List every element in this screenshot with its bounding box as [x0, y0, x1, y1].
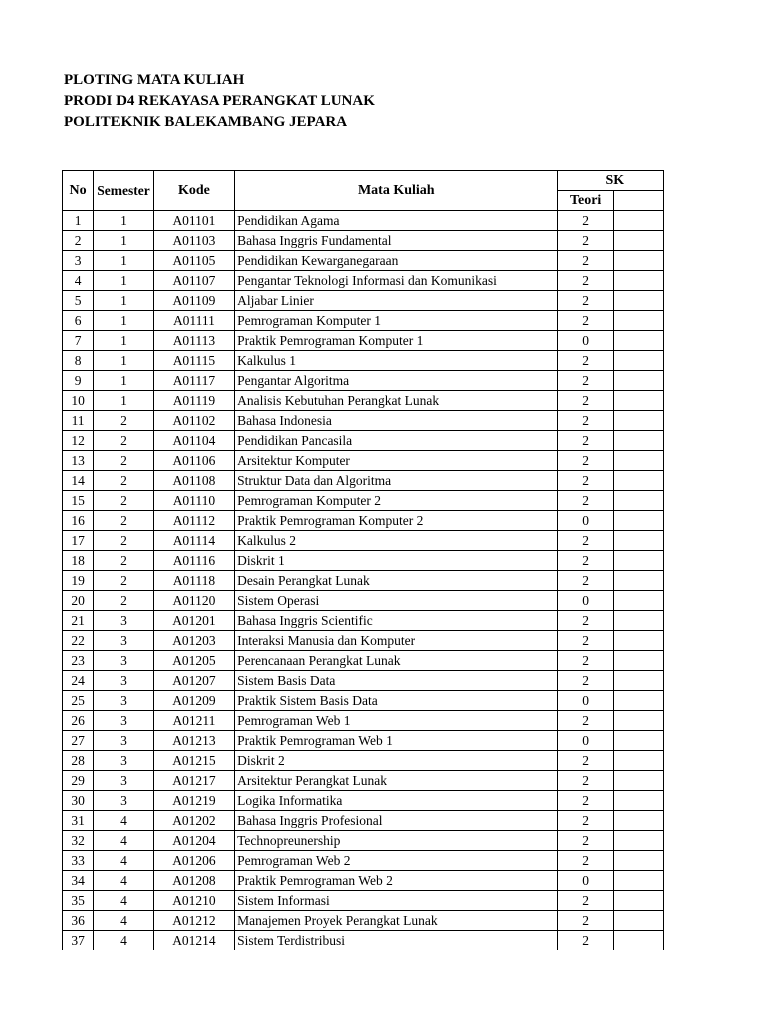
table-row — [63, 731, 664, 751]
cell-no: 8 — [63, 351, 94, 371]
table-row — [63, 471, 664, 491]
cell-teori: 2 — [558, 391, 613, 411]
cell-teori: 2 — [558, 711, 613, 731]
cell-teori: 2 — [558, 671, 613, 691]
cell-mata-kuliah: Diskrit 1 — [235, 551, 558, 571]
cell-semester: 2 — [94, 591, 154, 611]
cell-teori: 2 — [558, 531, 613, 551]
cell-praktik — [613, 871, 663, 891]
cell-semester: 2 — [94, 511, 154, 531]
cell-praktik — [613, 891, 663, 911]
cell-semester: 1 — [94, 311, 154, 331]
table-row — [63, 491, 664, 511]
cell-mata-kuliah: Sistem Basis Data — [235, 671, 558, 691]
cell-praktik — [613, 431, 663, 451]
title-line-2: PRODI D4 REKAYASA PERANGKAT LUNAK — [64, 93, 375, 109]
cell-semester: 4 — [94, 871, 154, 891]
cell-no: 10 — [63, 391, 94, 411]
cell-teori: 2 — [558, 371, 613, 391]
table-row — [63, 511, 664, 531]
cell-teori: 2 — [558, 751, 613, 771]
cell-semester: 4 — [94, 911, 154, 931]
cell-teori: 2 — [558, 211, 613, 231]
cell-semester: 4 — [94, 851, 154, 871]
cell-no: 6 — [63, 311, 94, 331]
cell-teori: 0 — [558, 331, 613, 351]
cell-kode: A01107 — [153, 271, 234, 291]
cell-no: 2 — [63, 231, 94, 251]
table-row — [63, 831, 664, 851]
cell-kode: A01113 — [153, 331, 234, 351]
cell-praktik — [613, 471, 663, 491]
cell-mata-kuliah: Technopreunership — [235, 831, 558, 851]
cell-kode: A01106 — [153, 451, 234, 471]
cell-kode: A01206 — [153, 851, 234, 871]
cell-mata-kuliah: Kalkulus 1 — [235, 351, 558, 371]
table-row — [63, 611, 664, 631]
cell-semester: 4 — [94, 831, 154, 851]
cell-semester: 2 — [94, 571, 154, 591]
cell-kode: A01110 — [153, 491, 234, 511]
cell-praktik — [613, 491, 663, 511]
table-row — [63, 571, 664, 591]
cell-teori: 2 — [558, 931, 613, 951]
table-row — [63, 451, 664, 471]
cell-mata-kuliah: Pemrograman Komputer 1 — [235, 311, 558, 331]
cell-semester: 3 — [94, 671, 154, 691]
cell-mata-kuliah: Struktur Data dan Algoritma — [235, 471, 558, 491]
cell-mata-kuliah: Praktik Sistem Basis Data — [235, 691, 558, 711]
cell-teori: 2 — [558, 471, 613, 491]
table-row — [63, 811, 664, 831]
cell-no: 15 — [63, 491, 94, 511]
cell-praktik — [613, 231, 663, 251]
table-row — [63, 251, 664, 271]
header-semester: Semester — [94, 171, 154, 211]
cell-mata-kuliah: Pemrograman Komputer 2 — [235, 491, 558, 511]
cell-kode: A01112 — [153, 511, 234, 531]
table-row — [63, 871, 664, 891]
cell-no: 36 — [63, 911, 94, 931]
title-line-3: POLITEKNIK BALEKAMBANG JEPARA — [64, 114, 348, 130]
cell-praktik — [613, 591, 663, 611]
cell-teori: 2 — [558, 491, 613, 511]
cell-teori: 2 — [558, 271, 613, 291]
cell-teori: 2 — [558, 571, 613, 591]
cell-semester: 1 — [94, 211, 154, 231]
cell-kode: A01103 — [153, 231, 234, 251]
cell-teori: 2 — [558, 651, 613, 671]
cell-mata-kuliah: Analisis Kebutuhan Perangkat Lunak — [235, 391, 558, 411]
cell-praktik — [613, 291, 663, 311]
cell-teori: 2 — [558, 911, 613, 931]
table-row — [63, 311, 664, 331]
course-table — [62, 170, 664, 950]
cell-teori: 2 — [558, 411, 613, 431]
cell-teori: 2 — [558, 291, 613, 311]
cell-kode: A01208 — [153, 871, 234, 891]
cell-kode: A01111 — [153, 311, 234, 331]
cell-semester: 3 — [94, 631, 154, 651]
cell-praktik — [613, 651, 663, 671]
cell-mata-kuliah: Arsitektur Perangkat Lunak — [235, 771, 558, 791]
table-row — [63, 711, 664, 731]
table-row — [63, 591, 664, 611]
cell-kode: A01115 — [153, 351, 234, 371]
cell-praktik — [613, 451, 663, 471]
cell-no: 20 — [63, 591, 94, 611]
cell-kode: A01108 — [153, 471, 234, 491]
cell-praktik — [613, 251, 663, 271]
cell-praktik — [613, 611, 663, 631]
cell-praktik — [613, 271, 663, 291]
cell-no: 28 — [63, 751, 94, 771]
cell-no: 24 — [63, 671, 94, 691]
cell-no: 23 — [63, 651, 94, 671]
cell-no: 30 — [63, 791, 94, 811]
table-row — [63, 211, 664, 231]
cell-kode: A01215 — [153, 751, 234, 771]
cell-kode: A01120 — [153, 591, 234, 611]
cell-no: 27 — [63, 731, 94, 751]
cell-mata-kuliah: Pemrograman Web 1 — [235, 711, 558, 731]
cell-semester: 1 — [94, 371, 154, 391]
cell-no: 9 — [63, 371, 94, 391]
cell-praktik — [613, 351, 663, 371]
cell-mata-kuliah: Sistem Terdistribusi — [235, 931, 558, 951]
table-row — [63, 391, 664, 411]
table-row — [63, 291, 664, 311]
cell-praktik — [613, 411, 663, 431]
cell-mata-kuliah: Praktik Pemrograman Web 2 — [235, 871, 558, 891]
cell-semester: 3 — [94, 711, 154, 731]
cell-kode: A01205 — [153, 651, 234, 671]
cell-mata-kuliah: Pengantar Teknologi Informasi dan Komunikasi — [235, 271, 558, 291]
cell-no: 18 — [63, 551, 94, 571]
cell-mata-kuliah: Sistem Operasi — [235, 591, 558, 611]
cell-praktik — [613, 551, 663, 571]
cell-semester: 1 — [94, 271, 154, 291]
cell-semester: 1 — [94, 351, 154, 371]
cell-kode: A01201 — [153, 611, 234, 631]
cell-praktik — [613, 771, 663, 791]
cell-kode: A01204 — [153, 831, 234, 851]
cell-mata-kuliah: Pendidikan Pancasila — [235, 431, 558, 451]
cell-praktik — [613, 851, 663, 871]
cell-no: 37 — [63, 931, 94, 951]
cell-no: 34 — [63, 871, 94, 891]
table-row — [63, 551, 664, 571]
cell-mata-kuliah: Interaksi Manusia dan Komputer — [235, 631, 558, 651]
header-sks — [558, 171, 664, 191]
cell-kode: A01203 — [153, 631, 234, 651]
cell-semester: 3 — [94, 751, 154, 771]
table-row — [63, 911, 664, 931]
cell-praktik — [613, 831, 663, 851]
cell-no: 17 — [63, 531, 94, 551]
cell-kode: A01102 — [153, 411, 234, 431]
cell-semester: 2 — [94, 471, 154, 491]
cell-no: 19 — [63, 571, 94, 591]
cell-no: 1 — [63, 211, 94, 231]
cell-mata-kuliah: Pemrograman Web 2 — [235, 851, 558, 871]
cell-mata-kuliah: Diskrit 2 — [235, 751, 558, 771]
table-row — [63, 691, 664, 711]
header-no: No — [63, 171, 94, 211]
cell-no: 11 — [63, 411, 94, 431]
title-line-1: PLOTING MATA KULIAH — [64, 72, 245, 88]
cell-praktik — [613, 911, 663, 931]
cell-no: 32 — [63, 831, 94, 851]
cell-mata-kuliah: Pengantar Algoritma — [235, 371, 558, 391]
cell-semester: 2 — [94, 491, 154, 511]
cell-praktik — [613, 391, 663, 411]
cell-no: 35 — [63, 891, 94, 911]
cell-no: 16 — [63, 511, 94, 531]
table-body — [63, 211, 664, 951]
header-kode: Kode — [153, 171, 234, 211]
cell-mata-kuliah: Perencanaan Perangkat Lunak — [235, 651, 558, 671]
cell-kode: A01207 — [153, 671, 234, 691]
cell-kode: A01104 — [153, 431, 234, 451]
header-mata-kuliah: Mata Kuliah — [235, 171, 558, 211]
cell-semester: 2 — [94, 411, 154, 431]
cell-kode: A01105 — [153, 251, 234, 271]
cell-praktik — [613, 371, 663, 391]
header-praktik — [613, 191, 663, 211]
table-row — [63, 351, 664, 371]
cell-semester: 4 — [94, 891, 154, 911]
cell-praktik — [613, 811, 663, 831]
cell-teori: 2 — [558, 551, 613, 571]
cell-semester: 3 — [94, 691, 154, 711]
cell-mata-kuliah: Praktik Pemrograman Komputer 1 — [235, 331, 558, 351]
cell-mata-kuliah: Desain Perangkat Lunak — [235, 571, 558, 591]
cell-teori: 2 — [558, 631, 613, 651]
cell-mata-kuliah: Praktik Pemrograman Web 1 — [235, 731, 558, 751]
cell-semester: 3 — [94, 611, 154, 631]
cell-no: 4 — [63, 271, 94, 291]
cell-mata-kuliah: Bahasa Inggris Profesional — [235, 811, 558, 831]
cell-teori: 0 — [558, 691, 613, 711]
cell-no: 22 — [63, 631, 94, 651]
cell-mata-kuliah: Bahasa Inggris Fundamental — [235, 231, 558, 251]
table-row — [63, 231, 664, 251]
cell-no: 7 — [63, 331, 94, 351]
cell-teori: 0 — [558, 591, 613, 611]
cell-semester: 1 — [94, 391, 154, 411]
header-sks-label: SK — [605, 173, 625, 188]
cell-no: 25 — [63, 691, 94, 711]
cell-teori: 2 — [558, 231, 613, 251]
table-row — [63, 531, 664, 551]
cell-teori: 2 — [558, 791, 613, 811]
table-row — [63, 631, 664, 651]
cell-praktik — [613, 571, 663, 591]
cell-semester: 1 — [94, 231, 154, 251]
cell-kode: A01101 — [153, 211, 234, 231]
cell-no: 13 — [63, 451, 94, 471]
table-row — [63, 851, 664, 871]
cell-praktik — [613, 751, 663, 771]
cell-no: 33 — [63, 851, 94, 871]
cell-mata-kuliah: Logika Informatika — [235, 791, 558, 811]
cell-praktik — [613, 791, 663, 811]
cell-teori: 2 — [558, 831, 613, 851]
cell-praktik — [613, 691, 663, 711]
cell-semester: 4 — [94, 811, 154, 831]
cell-no: 3 — [63, 251, 94, 271]
table-row — [63, 331, 664, 351]
cell-teori: 2 — [558, 771, 613, 791]
table-row — [63, 371, 664, 391]
cell-kode: A01212 — [153, 911, 234, 931]
cell-semester: 3 — [94, 791, 154, 811]
table-row — [63, 431, 664, 451]
cell-kode: A01213 — [153, 731, 234, 751]
table-row — [63, 771, 664, 791]
cell-kode: A01118 — [153, 571, 234, 591]
cell-praktik — [613, 631, 663, 651]
cell-teori: 2 — [558, 351, 613, 371]
cell-no: 31 — [63, 811, 94, 831]
cell-mata-kuliah: Kalkulus 2 — [235, 531, 558, 551]
cell-semester: 1 — [94, 291, 154, 311]
cell-teori: 2 — [558, 811, 613, 831]
course-table-container — [62, 170, 664, 950]
table-row — [63, 931, 664, 951]
cell-teori: 0 — [558, 871, 613, 891]
cell-teori: 0 — [558, 731, 613, 751]
cell-praktik — [613, 511, 663, 531]
table-row — [63, 411, 664, 431]
cell-mata-kuliah: Aljabar Linier — [235, 291, 558, 311]
cell-kode: A01109 — [153, 291, 234, 311]
cell-kode: A01114 — [153, 531, 234, 551]
cell-semester: 4 — [94, 931, 154, 951]
cell-kode: A01209 — [153, 691, 234, 711]
cell-praktik — [613, 211, 663, 231]
cell-mata-kuliah: Pendidikan Agama — [235, 211, 558, 231]
table-row — [63, 271, 664, 291]
cell-semester: 3 — [94, 651, 154, 671]
cell-no: 26 — [63, 711, 94, 731]
cell-mata-kuliah: Manajemen Proyek Perangkat Lunak — [235, 911, 558, 931]
cell-teori: 0 — [558, 511, 613, 531]
cell-mata-kuliah: Sistem Informasi — [235, 891, 558, 911]
cell-no: 14 — [63, 471, 94, 491]
cell-kode: A01116 — [153, 551, 234, 571]
cell-praktik — [613, 711, 663, 731]
cell-kode: A01217 — [153, 771, 234, 791]
cell-praktik — [613, 671, 663, 691]
cell-kode: A01210 — [153, 891, 234, 911]
table-row — [63, 651, 664, 671]
cell-mata-kuliah: Arsitektur Komputer — [235, 451, 558, 471]
cell-kode: A01202 — [153, 811, 234, 831]
table-row — [63, 791, 664, 811]
cell-semester: 2 — [94, 551, 154, 571]
cell-semester: 3 — [94, 771, 154, 791]
cell-praktik — [613, 731, 663, 751]
cell-kode: A01211 — [153, 711, 234, 731]
document-title — [64, 70, 375, 133]
cell-semester: 3 — [94, 731, 154, 751]
table-row — [63, 751, 664, 771]
cell-kode: A01219 — [153, 791, 234, 811]
cell-kode: A01117 — [153, 371, 234, 391]
cell-semester: 2 — [94, 451, 154, 471]
cell-semester: 2 — [94, 531, 154, 551]
cell-teori: 2 — [558, 451, 613, 471]
cell-mata-kuliah: Praktik Pemrograman Komputer 2 — [235, 511, 558, 531]
cell-no: 5 — [63, 291, 94, 311]
header-teori: Teori — [558, 191, 613, 211]
cell-teori: 2 — [558, 611, 613, 631]
table-row — [63, 671, 664, 691]
cell-semester: 1 — [94, 251, 154, 271]
cell-mata-kuliah: Bahasa Indonesia — [235, 411, 558, 431]
cell-teori: 2 — [558, 891, 613, 911]
cell-praktik — [613, 331, 663, 351]
cell-praktik — [613, 531, 663, 551]
cell-praktik — [613, 931, 663, 951]
table-row — [63, 891, 664, 911]
cell-teori: 2 — [558, 431, 613, 451]
cell-mata-kuliah: Bahasa Inggris Scientific — [235, 611, 558, 631]
cell-kode: A01214 — [153, 931, 234, 951]
cell-praktik — [613, 311, 663, 331]
cell-semester: 1 — [94, 331, 154, 351]
cell-kode: A01119 — [153, 391, 234, 411]
cell-teori: 2 — [558, 311, 613, 331]
cell-teori: 2 — [558, 851, 613, 871]
cell-teori: 2 — [558, 251, 613, 271]
cell-no: 29 — [63, 771, 94, 791]
cell-semester: 2 — [94, 431, 154, 451]
cell-no: 12 — [63, 431, 94, 451]
cell-mata-kuliah: Pendidikan Kewarganegaraan — [235, 251, 558, 271]
cell-no: 21 — [63, 611, 94, 631]
